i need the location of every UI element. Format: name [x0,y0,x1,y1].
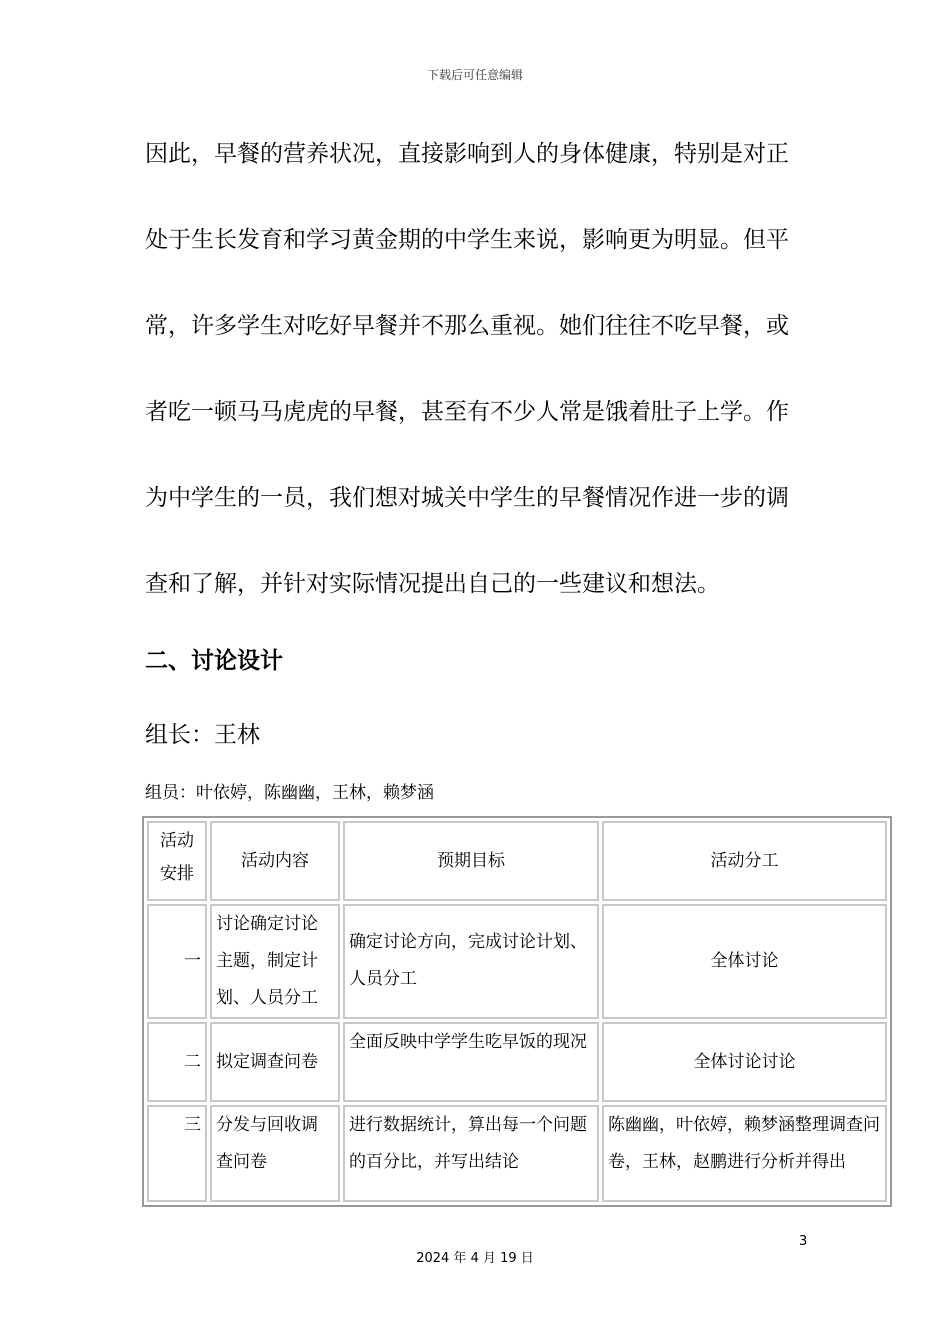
activity-table [142,816,892,1207]
table-row [147,1105,887,1202]
table-header-row [147,821,887,901]
group-leader: 组长：王林 [145,722,260,748]
paragraph-line: 常，许多学生对吃好早餐并不那么重视。她们往往不吃早餐，或 [145,313,789,339]
paragraph-line: 为中学生的一员，我们想对城关中学生的早餐情况作进一步的调 [145,485,789,511]
page-header: 下载后可任意编辑 [426,68,523,82]
group-members: 组员：叶依婷，陈幽幽，王林，赖梦涵 [145,783,434,803]
cell-arrangement: 三 [147,1105,207,1202]
cell-division: 全体讨论讨论 [602,1022,887,1102]
table-row [147,1022,887,1102]
paragraph-line: 查和了解，并针对实际情况提出自己的一些建议和想法。 [145,571,720,597]
cell-content: 讨论确定讨论主题，制定计划、人员分工 [210,904,340,1019]
header-arrangement: 活动 安排 [147,821,207,901]
cell-content: 拟定调查问卷 [210,1022,340,1102]
page-number: 3 [799,1234,808,1249]
section-title: 二、讨论设计 [145,648,283,674]
cell-content: 分发与回收调查问卷 [210,1105,340,1202]
cell-arrangement: 二 [147,1022,207,1102]
paragraph-line: 处于生长发育和学习黄金期的中学生来说，影响更为明显。但平 [145,227,789,253]
cell-division: 陈幽幽，叶依婷，赖梦涵整理调查问卷，王林，赵鹏进行分析并得出 [602,1105,887,1202]
header-division: 活动分工 [602,821,887,901]
header-goal: 预期目标 [343,821,599,901]
cell-division: 全体讨论 [602,904,887,1019]
cell-goal: 确定讨论方向，完成讨论计划、人员分工 [343,904,599,1019]
table-row [147,904,887,1019]
cell-arrangement: 一 [147,904,207,1019]
page-footer-date: 2024 年 4 月 19 日 [416,1251,534,1266]
paragraph-line: 因此，早餐的营养状况，直接影响到人的身体健康，特别是对正 [145,141,789,167]
header-content: 活动内容 [210,821,340,901]
cell-goal: 进行数据统计，算出每一个问题的百分比，并写出结论 [343,1105,599,1202]
body-paragraph [145,111,815,627]
cell-goal: 全面反映中学学生吃早饭的现况 [343,1022,599,1102]
paragraph-line: 者吃一顿马马虎虎的早餐，甚至有不少人常是饿着肚子上学。作 [145,399,789,425]
